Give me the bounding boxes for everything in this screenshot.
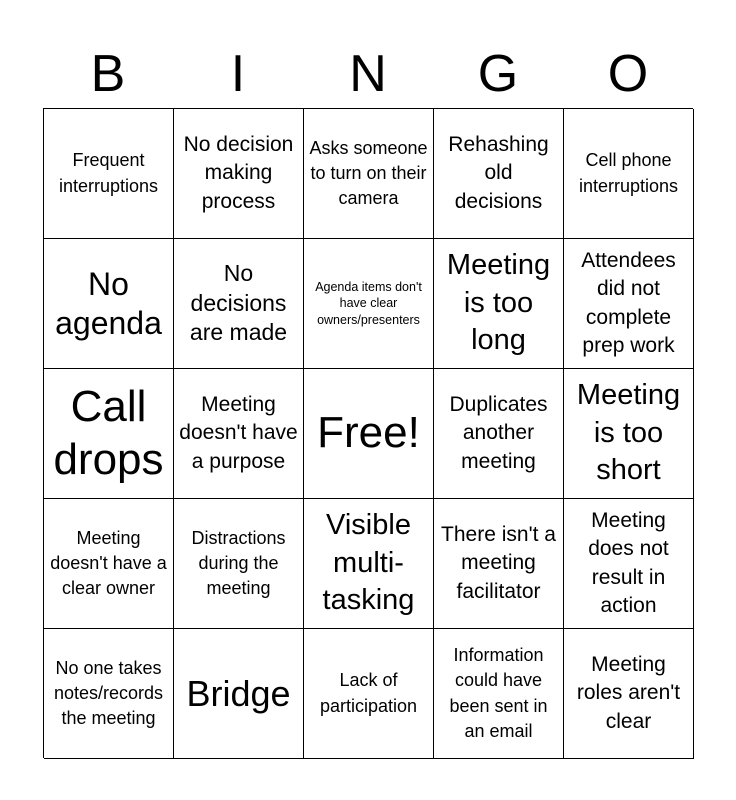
cell-text: Meeting roles aren't clear [576,652,681,733]
bingo-cell[interactable] [434,109,564,239]
cell-text: No decisions are made [189,259,288,346]
bingo-cell[interactable] [304,239,434,369]
cell-text: Meeting doesn't have a purpose [179,392,298,473]
bingo-cell[interactable] [44,369,174,499]
header-letter-g: G [477,45,519,103]
header-letter-i: I [230,45,246,103]
header-letter-o: O [607,45,649,103]
bingo-cell[interactable] [304,629,434,759]
free-space[interactable] [304,369,434,499]
bingo-cell[interactable] [174,239,304,369]
bingo-cell[interactable] [304,499,434,629]
cell-text: Attendees did not complete prep work [581,248,676,357]
bingo-cell[interactable] [174,499,304,629]
cell-text: No decision making process [183,132,294,213]
bingo-cell[interactable] [564,499,694,629]
cell-text: Rehashing old decisions [448,132,549,213]
cell-text: Frequent interruptions [58,150,159,196]
cell-text: Meeting is too short [576,378,681,487]
header-letter-b: B [90,45,126,103]
bingo-cell[interactable] [174,109,304,239]
bingo-cell[interactable] [44,109,174,239]
cell-text: Bridge [186,672,291,714]
bingo-cell[interactable] [564,109,694,239]
cell-text: Information could have been sent in an email [449,645,548,741]
bingo-cell[interactable] [304,109,434,239]
bingo-cell[interactable] [434,499,564,629]
bingo-header [43,40,693,108]
bingo-cell[interactable] [564,629,694,759]
cell-text: Meeting is too long [446,248,551,357]
cell-text: Asks someone to turn on their camera [309,137,428,209]
cell-text: Agenda items don't have clear owners/presenters [315,280,422,327]
bingo-cell[interactable] [564,369,694,499]
cell-text: Lack of participation [319,670,418,716]
bingo-cell[interactable] [44,239,174,369]
bingo-cell[interactable] [44,499,174,629]
cell-text: Distractions during the meeting [191,527,286,599]
cell-text: No agenda [55,266,162,341]
bingo-cell[interactable] [174,369,304,499]
bingo-cell[interactable] [174,629,304,759]
cell-text: Meeting does not result in action [588,508,669,617]
bingo-cell[interactable] [434,239,564,369]
cell-text: Cell phone interruptions [578,150,679,196]
bingo-cell[interactable] [434,369,564,499]
cell-text: No one takes notes/records the meeting [53,657,164,729]
bingo-cell[interactable] [564,239,694,369]
cell-text: Duplicates another meeting [449,392,548,473]
bingo-card [43,108,693,758]
cell-text: There isn't a meeting facilitator [441,522,556,603]
header-letter-n: N [349,45,387,103]
cell-text: Visible multi-tasking [322,508,415,617]
cell-text: Meeting doesn't have a clear owner [50,527,167,599]
cell-text: Free! [317,408,420,458]
bingo-cell[interactable] [44,629,174,759]
cell-text: Call drops [53,381,164,484]
bingo-cell[interactable] [434,629,564,759]
